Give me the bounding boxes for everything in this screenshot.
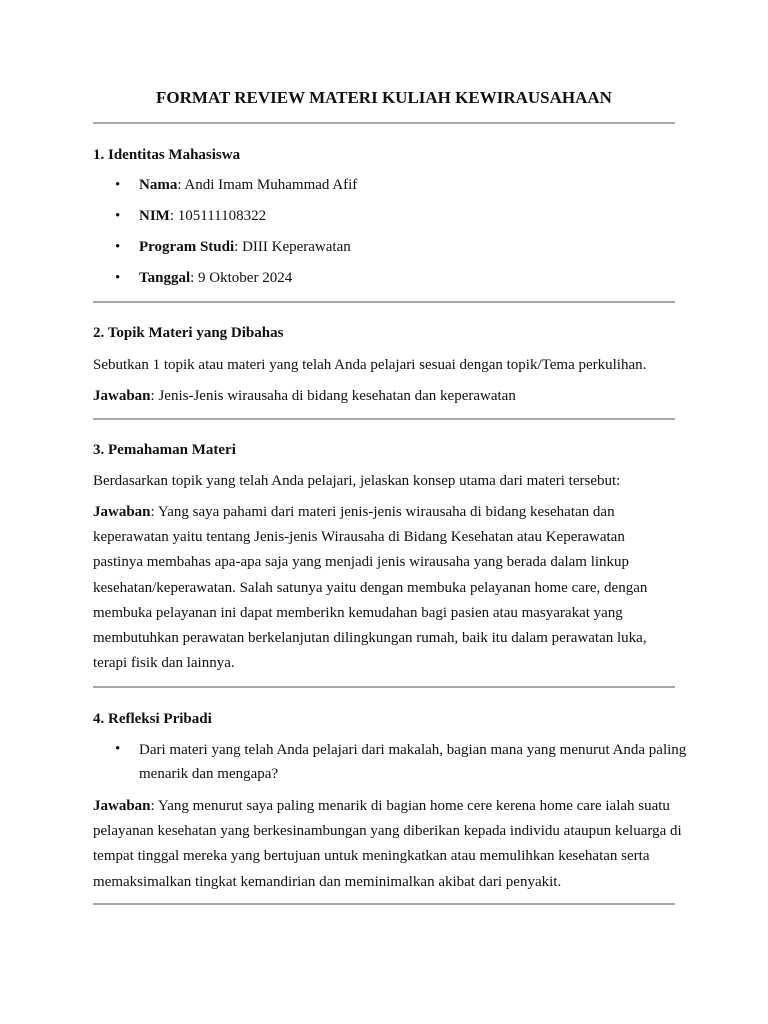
item-value: : 105111108322	[169, 208, 267, 224]
question-text: Dari materi yang telah Anda pelajari dari makalah, bagian mana yang menurut Anda paling menarik dan mengapa?	[139, 742, 687, 782]
page-title: FORMAT REVIEW MATERI KULIAH KEWIRAUSAHAAN	[156, 88, 612, 107]
answer-label: Jawaban	[93, 798, 151, 814]
bullet-glyph: •	[115, 239, 121, 255]
item-value: : DIII Keperawatan	[234, 239, 351, 255]
answer-body: : Yang menurut saya paling menarik di bagian home cere kerena home care ialah suatu pelayanan kesehatan yang berkesinambungan yang diberikan kepada individu ataupun keluarga di tempat tinggal mereka yang bertujuan untuk meningkatkan atau memulihkan kesehatan serta memaksimalkan tingkat kemandirian dan meminimalkan akibat dari penyakit.	[93, 798, 682, 890]
answer-text	[93, 500, 668, 676]
divider	[93, 418, 675, 420]
item-label: Program Studi	[139, 239, 235, 255]
bullet-glyph: •	[115, 741, 121, 757]
section-heading-refleksi: 4. Refleksi Pribadi	[93, 711, 212, 727]
section-heading-identitas: 1. Identitas Mahasiswa	[93, 147, 241, 163]
answer-text	[93, 385, 683, 407]
item-label: Nama	[139, 177, 178, 193]
item-label: Tanggal	[139, 270, 191, 286]
bullet-glyph: •	[115, 270, 121, 286]
answer-label: Jawaban	[93, 504, 151, 520]
divider	[93, 122, 675, 124]
answer-label: Jawaban	[93, 388, 151, 404]
answer-text	[93, 794, 683, 895]
question-text: Sebutkan 1 topik atau materi yang telah Anda pelajari sesuai dengan topik/Tema perkulihan.	[93, 357, 647, 373]
divider	[93, 301, 675, 303]
divider	[93, 903, 675, 905]
item-value: : Andi Imam Muhammad Afif	[177, 177, 358, 193]
section-heading-topik: 2. Topik Materi yang Dibahas	[93, 325, 284, 341]
item-value: : 9 Oktober 2024	[190, 270, 293, 286]
divider	[93, 686, 675, 688]
item-label: NIM	[139, 208, 170, 224]
question-text: Berdasarkan topik yang telah Anda pelajari, jelaskan konsep utama dari materi tersebut:	[93, 473, 621, 489]
section-heading-pemahaman: 3. Pemahaman Materi	[93, 442, 236, 458]
answer-body: : Jenis-Jenis wirausaha di bidang kesehatan dan keperawatan	[150, 388, 516, 404]
bullet-glyph: •	[115, 208, 121, 224]
bullet-glyph: •	[115, 177, 121, 193]
answer-body: : Yang saya pahami dari materi jenis-jenis wirausaha di bidang kesehatan dan keperawatan yaitu tentang Jenis-jenis Wirausaha di Bidang Kesehatan atau Keperawatan pastinya membahas apa-apa saja yang menjadi jenis wirausaha yang berada dalam linkup kesehatan/keperawatan. Salah satunya yaitu dengan membuka pelayanan home care, dengan membuka pelayanan ini dapat memberikn kemudahan bagi pasien atau masyarakat yang membutuhkan perawatan berkelanjutan dilingkungan rumah, baik itu dalam perawatan luka, terapi fisik dan lainnya.	[93, 504, 648, 672]
